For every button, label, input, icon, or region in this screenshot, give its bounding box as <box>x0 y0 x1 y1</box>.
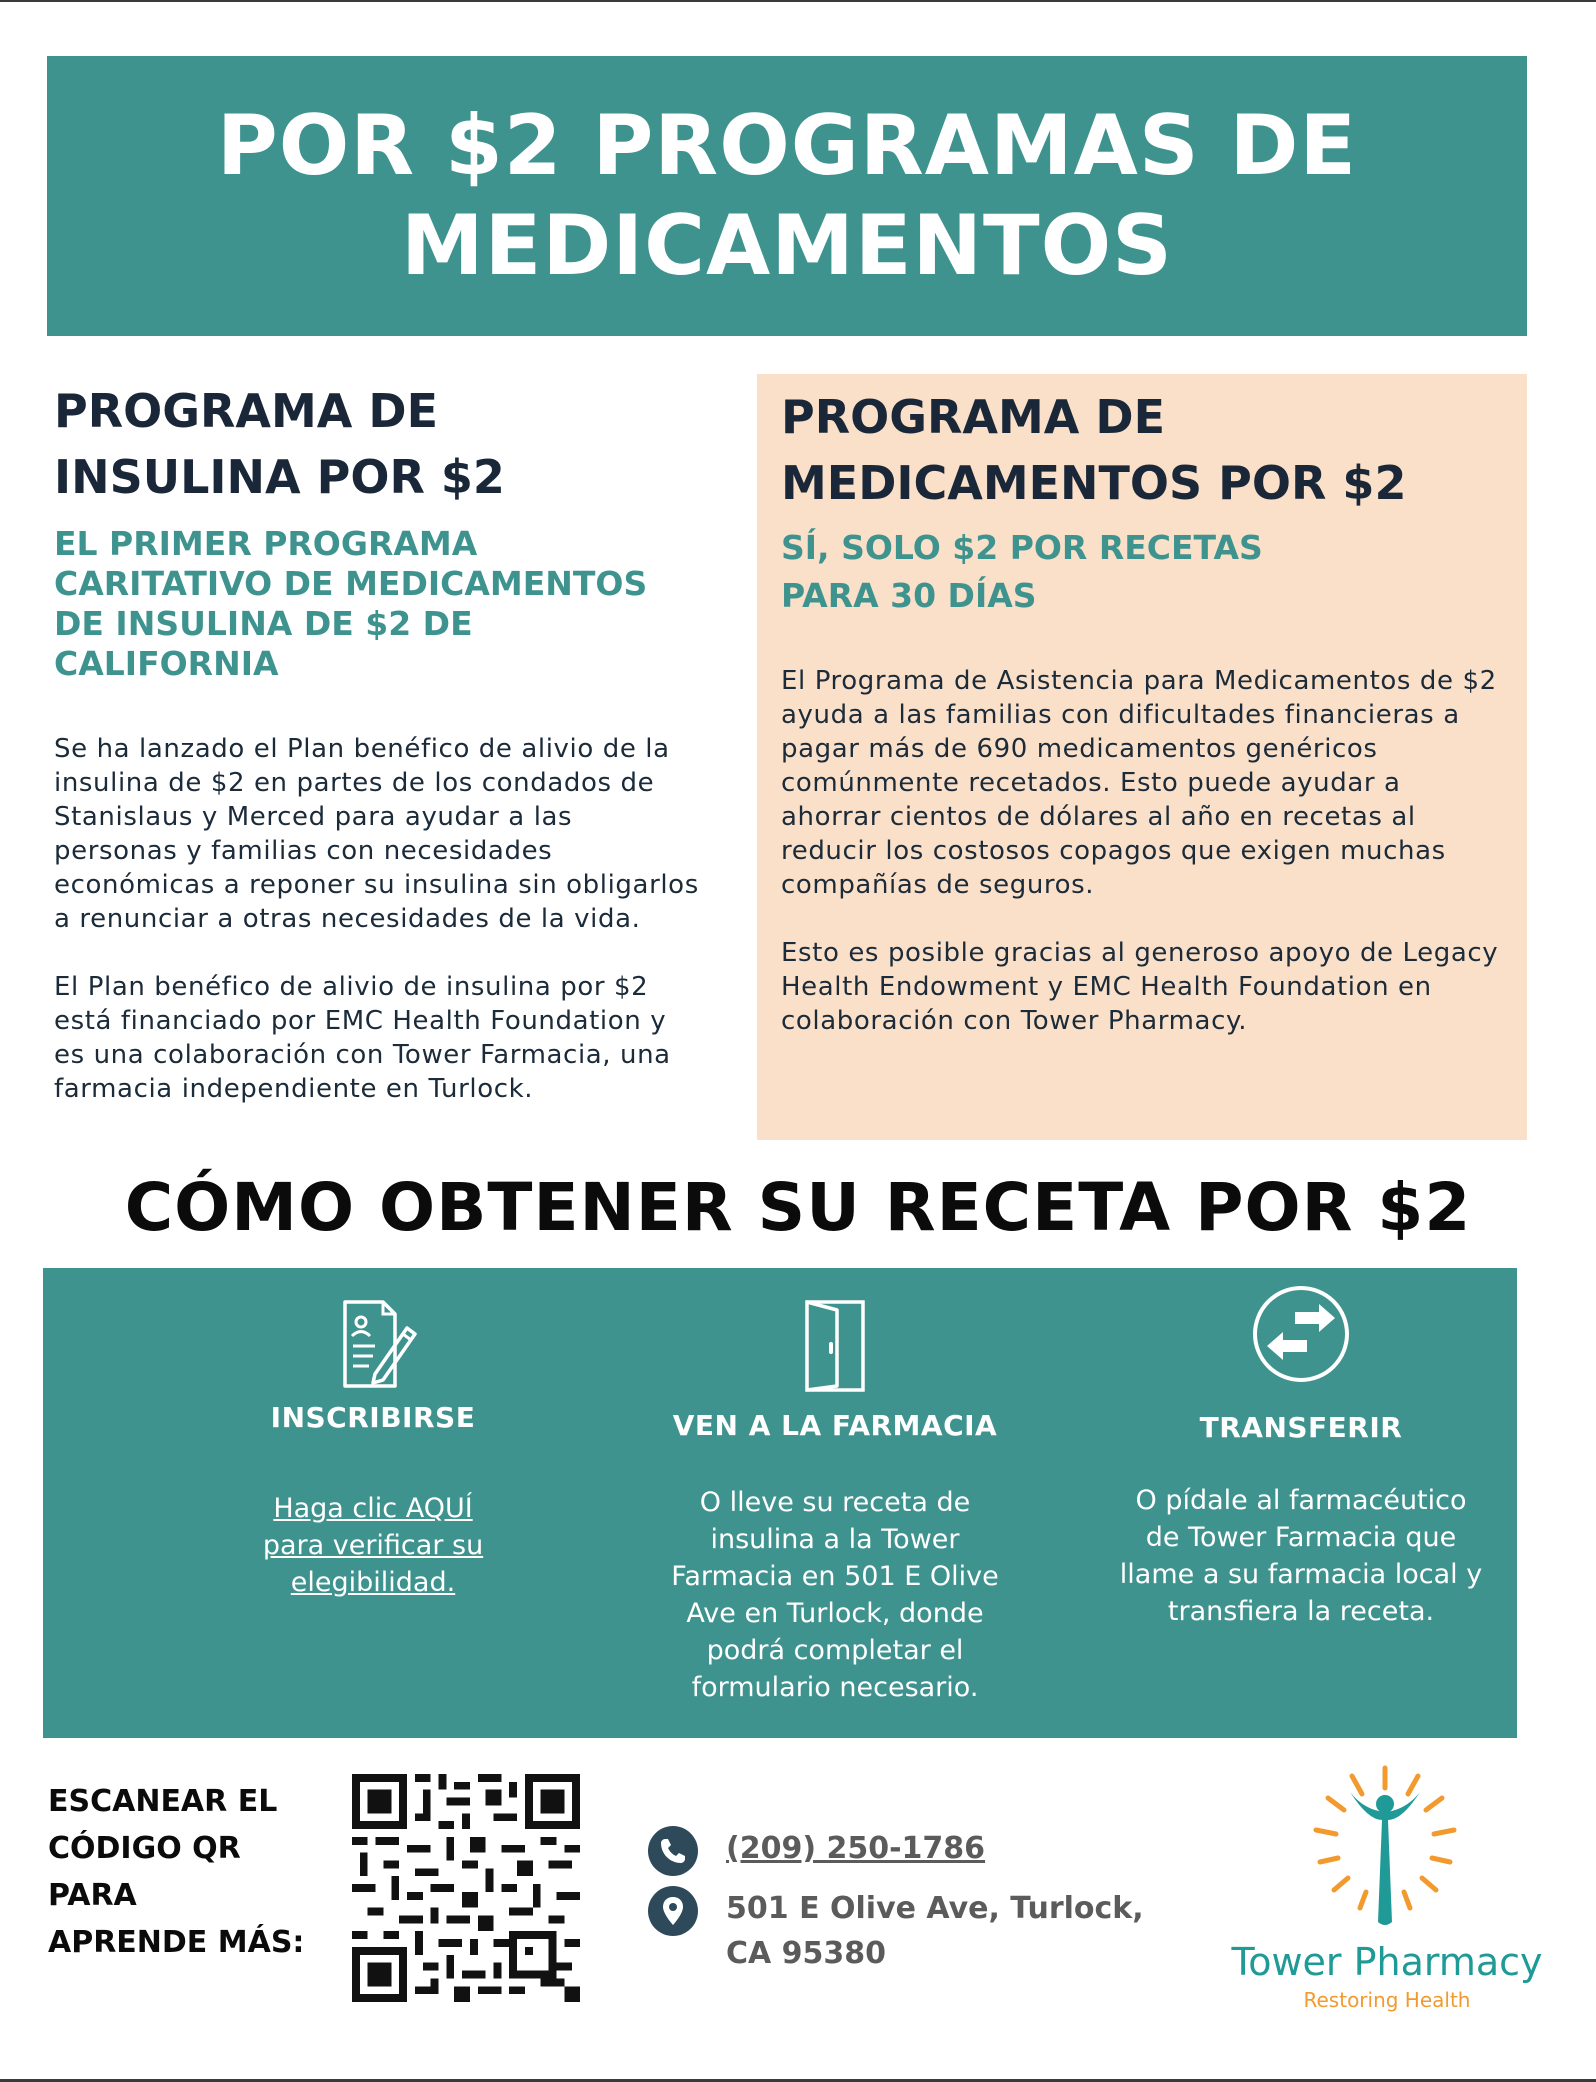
phone-icon <box>648 1826 698 1876</box>
insulin-subheading-line1: EL PRIMER PROGRAMA <box>54 524 478 563</box>
scan-line2: CÓDIGO QR <box>48 1831 241 1866</box>
location-pin-icon <box>648 1886 698 1936</box>
insulin-subheading-line2: CARITATIVO DE MEDICAMENTOS <box>54 564 648 603</box>
insulin-heading-line1: PROGRAMA DE <box>54 384 439 438</box>
page-title: POR $2 PROGRAMAS DE MEDICAMENTOS <box>216 97 1358 294</box>
address-line2: CA 95380 <box>726 1936 887 1971</box>
step-visit-title: VEN A LA FARMACIA <box>672 1409 998 1442</box>
insulin-subheading <box>54 524 704 684</box>
medication-program-section <box>757 374 1527 1140</box>
phone-link[interactable]: (209) 250-1786 <box>726 1831 986 1866</box>
logo-name: Tower Pharmacy <box>1231 1940 1543 1984</box>
insulin-heading-line2: INSULINA POR $2 <box>54 450 505 504</box>
medication-subheading <box>781 524 1503 620</box>
top-border <box>0 0 1596 2</box>
medication-subheading-line2: PARA 30 DÍAS <box>781 576 1037 615</box>
scan-qr-label <box>48 1778 348 1966</box>
phone-row <box>648 1826 985 1876</box>
title-banner <box>47 56 1527 336</box>
step-enroll-title: INSCRIBIRSE <box>270 1401 476 1434</box>
insulin-subheading-line3: DE INSULINA DE $2 DE CALIFORNIA <box>54 604 473 683</box>
step-transfer-title: TRANSFERIR <box>1199 1411 1403 1444</box>
qr-code[interactable] <box>352 1774 580 2002</box>
insulin-paragraph-1: Se ha lanzado el Plan benéfico de alivio de la insulina de $2 en partes de los condados de Stanislaus y Merced para ayudar a las personas y familias con necesidades económicas a reponer su insulina sin obligarlos a renunciar a otras necesidades de la vida. <box>54 734 699 934</box>
how-to-title: CÓMO OBTENER SU RECETA POR $2 <box>124 1169 1472 1246</box>
medication-subheading-line1: SÍ, SOLO $2 POR RECETAS <box>781 528 1263 567</box>
address <box>726 1886 1144 1976</box>
scan-line4: APRENDE MÁS: <box>48 1925 305 1960</box>
insulin-paragraph-2: El Plan benéfico de alivio de insulina por $2 está financiado por EMC Health Foundation y es una colaboración con Tower Farmacia, una farmacia independiente en Turlock. <box>54 972 671 1104</box>
medication-heading-line2: MEDICAMENTOS POR $2 <box>781 456 1407 510</box>
address-row <box>648 1886 1144 1976</box>
eligibility-link[interactable]: Haga clic AQUÍ para verificar su elegibilidad. <box>262 1493 484 1598</box>
address-line1: 501 E Olive Ave, Turlock, <box>726 1891 1144 1926</box>
medication-paragraph-2: Esto es posible gracias al generoso apoyo de Legacy Health Endowment y EMC Health Foundation en colaboración con Tower Pharmacy. <box>781 938 1499 1036</box>
transfer-icon <box>1251 1284 1351 1384</box>
sunburst-figure-icon <box>1310 1762 1460 1934</box>
steps-panel <box>43 1268 1517 1738</box>
logo-tagline: Restoring Health <box>1303 1988 1471 2012</box>
tower-pharmacy-logo <box>1210 1762 1560 2022</box>
door-icon <box>785 1296 885 1396</box>
medication-heading-line1: PROGRAMA DE <box>781 390 1166 444</box>
scan-line1: ESCANEAR EL <box>48 1784 278 1819</box>
medication-paragraph-1: El Programa de Asistencia para Medicamentos de $2 ayuda a las familias con dificultades financieras a pagar más de 690 medicamentos genéricos comúnmente recetados. Esto puede ayudar a ahorrar cientos de dólares al año en recetas al reducir los costosos copagos que exigen muchas compañías de seguros. <box>781 666 1497 900</box>
insulin-program-section <box>54 378 704 1106</box>
step-visit-text: O lleve su receta de insulina a la Tower Farmacia en 501 E Olive Ave en Turlock, donde podrá completar el formulario necesario. <box>671 1487 999 1703</box>
form-icon <box>323 1294 423 1394</box>
scan-line3: PARA <box>48 1878 137 1913</box>
step-transfer-text: O pídale al farmacéutico de Tower Farmacia que llame a su farmacia local y transfiera la receta. <box>1119 1485 1483 1627</box>
